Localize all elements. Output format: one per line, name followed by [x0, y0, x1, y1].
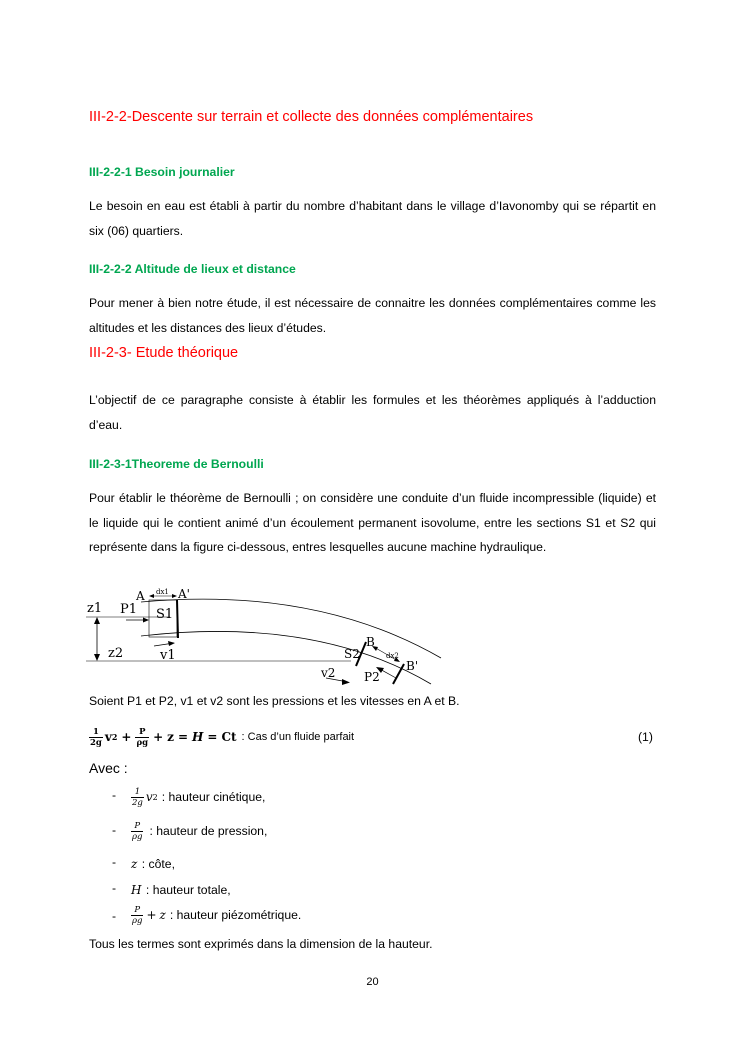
cinetique-text: : hauteur cinétique,: [161, 790, 266, 804]
piezo-fraction: $\frac{P}{\rho g}$: [132, 904, 143, 926]
pression-text: : hauteur de pression,: [149, 824, 268, 838]
totale-text: : hauteur totale,: [145, 883, 231, 897]
label-p1: P1: [120, 602, 138, 617]
cinetique-v: v: [145, 790, 153, 804]
cinetique-fraction: $\frac{1}{2g}$: [132, 786, 143, 808]
piezo-plus: +: [146, 908, 157, 922]
eq-equals-2: =: [207, 730, 218, 744]
list-item-cote: [131, 855, 175, 873]
heading-etude-theorique: III-2-3- Etude théorique: [89, 345, 239, 361]
piezo-symbol: z: [159, 908, 166, 922]
avec-label: Avec :: [89, 760, 128, 776]
list-dash-3: -: [112, 855, 117, 869]
page-number: 20: [366, 976, 379, 988]
eq-description: : Cas d’un fluide parfait: [241, 731, 355, 743]
label-dx2: dx2: [386, 652, 399, 660]
paragraph-altitude: Pour mener à bien notre étude, il est nécessaire de connaitre les données complémentaires comme les altitudes et les distances des lieux d’études.: [89, 296, 656, 335]
eq-v-exponent: 2: [111, 732, 118, 742]
totale-symbol: H: [131, 883, 142, 897]
label-a: A: [136, 589, 145, 603]
list-item-piezometrique: [131, 902, 301, 928]
label-z1: z1: [87, 601, 103, 616]
pipe-upper-wall: [141, 599, 441, 658]
heading-altitude: III-2-2-2 Altitude de lieux et distance: [89, 262, 296, 276]
piezo-text: : hauteur piézométrique.: [169, 908, 302, 922]
paragraph-bernoulli: Pour établir le théorème de Bernoulli ; on considère une conduite d’un fluide incompressible (liquide) et le liquide qui le contient animé d’un écoulement permanent isovolume, entre les sections S1 et S2 qui représente dans la figure ci-dessous, entres lesquelles aucune machine hydraulique.: [89, 491, 656, 554]
heading-besoin-journalier: III-2-2-1 Besoin journalier: [89, 165, 235, 179]
label-s2: S2: [344, 647, 360, 661]
list-item-totale: [131, 881, 231, 899]
list-dash-2: -: [112, 823, 117, 837]
section-s1-boundary: [177, 600, 178, 638]
eq-plus-2: +: [153, 730, 164, 744]
heading-descente: III-2-2-Descente sur terrain et collecte des données complémentaires: [89, 109, 534, 125]
label-b-prime: B': [406, 659, 419, 673]
eq-fraction-p-over-rhog: $\frac{P}{\rho g}$: [136, 726, 149, 748]
eq-plus-1: +: [121, 730, 132, 744]
cote-symbol: z: [131, 857, 138, 871]
label-s1: S1: [156, 607, 174, 622]
list-dash-5: -: [112, 909, 117, 923]
paragraph-soient: Soient P1 et P2, v1 et v2 sont les pressions et les vitesses en A et B.: [89, 694, 460, 708]
label-b: B: [366, 635, 375, 649]
eq-equals-1: =: [177, 730, 189, 744]
list-item-pression: [131, 818, 267, 844]
eq-v: v: [104, 730, 112, 744]
bernoulli-pipe-figure: [86, 586, 456, 688]
equation-bernoulli: [89, 722, 354, 752]
label-a-prime: A': [178, 587, 190, 601]
list-dash-1: -: [112, 788, 117, 802]
paragraph-objectif: L’objectif de ce paragraphe consiste à établir les formules et les théorèmes appliqués à l’adduction d’eau.: [89, 393, 656, 432]
label-p2: P2: [364, 670, 380, 684]
label-dx1: dx1: [156, 588, 169, 596]
label-v2: v2: [321, 666, 336, 680]
eq-fraction-one-over-2g: $\frac{1}{2g}$: [90, 726, 102, 748]
label-z2: z2: [108, 646, 124, 661]
label-v1: v1: [160, 648, 176, 663]
equation-number: (1): [638, 730, 653, 744]
paragraph-tous-les-termes: Tous les termes sont exprimés dans la dimension de la hauteur.: [89, 937, 433, 951]
cote-text: : côte,: [141, 857, 175, 871]
cinetique-exponent: 2: [152, 792, 158, 802]
list-item-cinetique: [131, 784, 265, 810]
paragraph-besoin: Le besoin en eau est établi à partir du nombre d’habitant dans le village d’Iavonomby qui se répartit en six (06) quartiers.: [89, 199, 656, 238]
list-dash-4: -: [112, 881, 117, 895]
eq-ct: Ct: [221, 730, 237, 744]
eq-z: z: [167, 730, 174, 744]
heading-bernoulli: III-2-3-1Theoreme de Bernoulli: [89, 457, 264, 471]
eq-h: H: [192, 730, 204, 744]
pression-fraction: $\frac{P}{\rho g}$: [132, 820, 143, 842]
